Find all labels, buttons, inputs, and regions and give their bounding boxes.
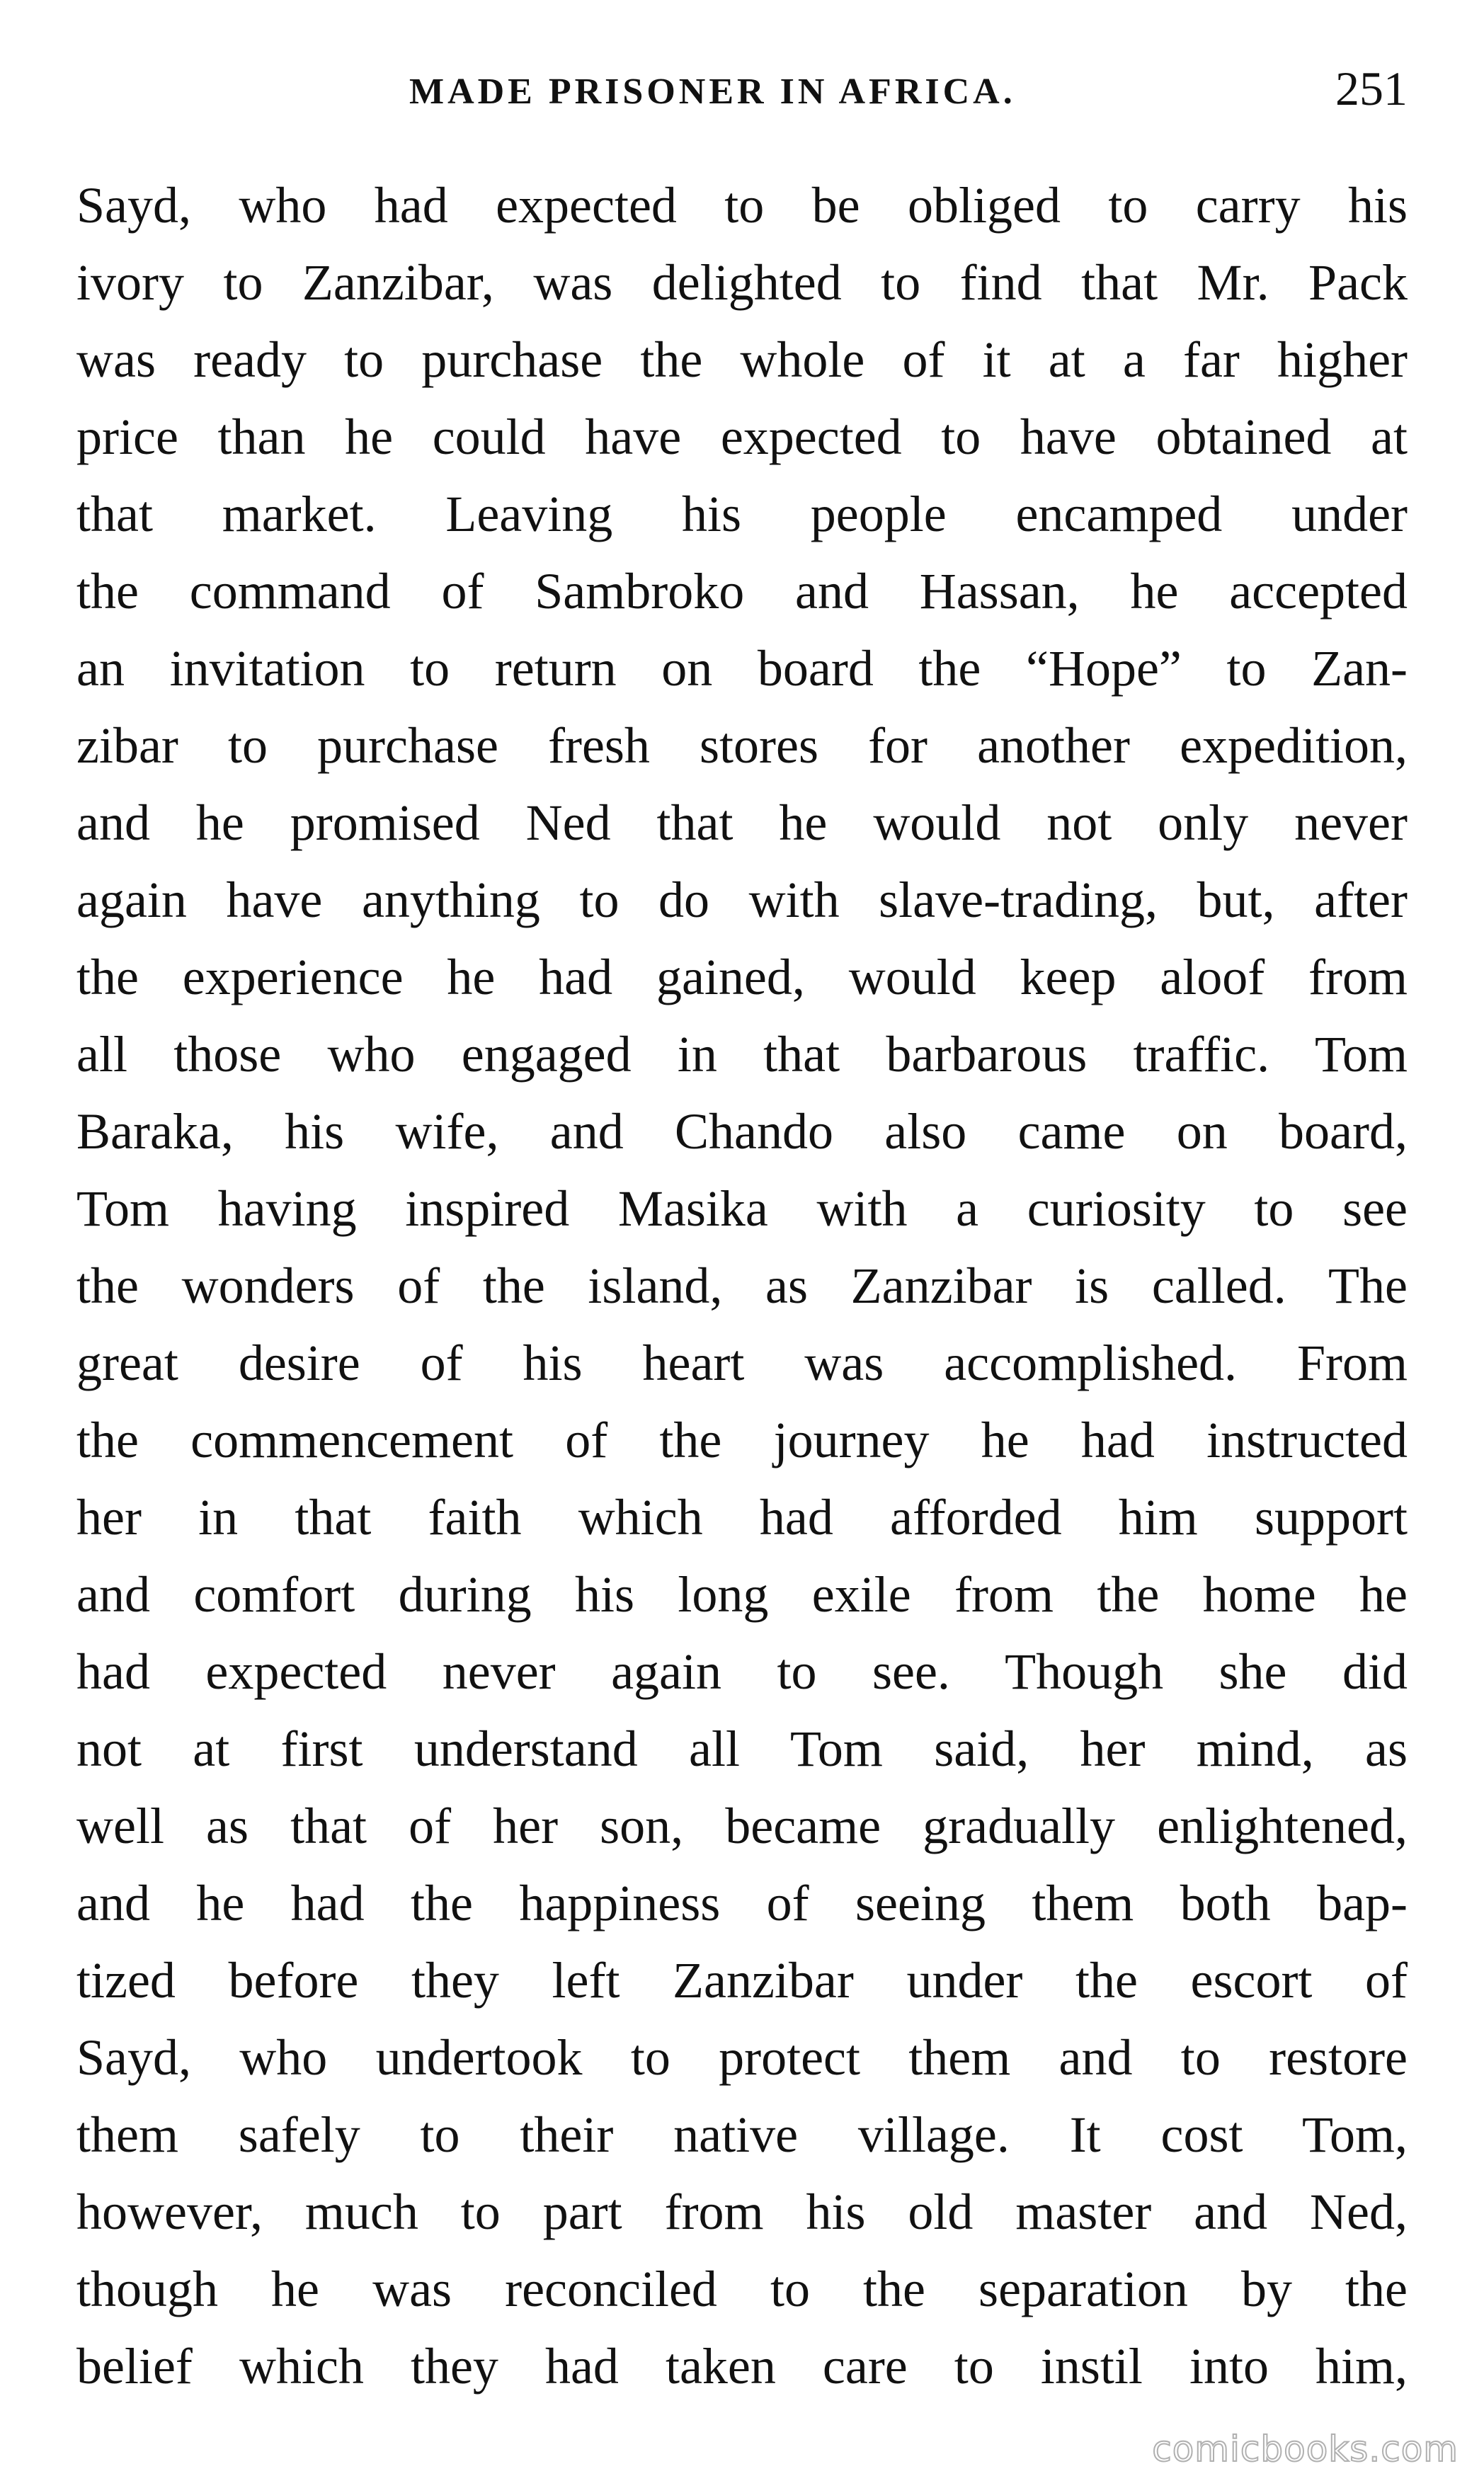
page-number: 251 [1335,62,1408,115]
text-line: well as that of her son, became gradually enlightened, [76,1798,1408,1854]
text-line: ivory to Zanzibar, was delighted to find that Mr. Pack [76,254,1408,311]
text-line: the wonders of the island, as Zanzibar is called. The [76,1257,1408,1314]
text-line: the command of Sambroko and Hassan, he accepted [76,563,1408,620]
text-line: them safely to their native village. It cost Tom, [76,2106,1408,2163]
text-line: and he had the happiness of seeing them both bap- [76,1875,1408,1931]
text-line: however, much to part from his old master and Ned, [76,2184,1408,2240]
text-line: though he was reconciled to the separation by the [76,2261,1408,2317]
text-line: Sayd, who had expected to be obliged to carry his [76,177,1408,234]
text-line: her in that faith which had afforded him support [76,1489,1408,1546]
text-line: had expected never again to see. Though she did [76,1643,1408,1700]
text-line: the experience he had gained, would keep aloof from [76,949,1408,1005]
watermark: comicbooks.com [1152,2429,1459,2470]
text-line: and he promised Ned that he would not only never [76,794,1408,851]
text-line: again have anything to do with slave-trading, but, after [76,872,1408,928]
text-line: all those who engaged in that barbarous traffic. Tom [76,1026,1408,1083]
text-line: price than he could have expected to have obtained at [76,409,1408,465]
text-line: not at first understand all Tom said, her mind, as [76,1721,1408,1777]
text-line: Sayd, who undertook to protect them and to restore [76,2029,1408,2086]
running-head [76,61,1408,125]
text-line: was ready to purchase the whole of it at a far higher [76,331,1408,388]
text-line: zibar to purchase fresh stores for another expedition, [76,717,1408,774]
body-text [76,167,1408,2405]
text-line: tized before they left Zanzibar under the escort of [76,1952,1408,2009]
text-line: that market. Leaving his people encamped under [76,486,1408,542]
text-line: the commencement of the journey he had instructed [76,1412,1408,1468]
text-line: Baraka, his wife, and Chando also came on board, [76,1103,1408,1160]
text-line: an invitation to return on board the “Hope” to Zan- [76,640,1408,697]
running-title: MADE PRISONER IN AFRICA. [409,72,1016,112]
text-line: belief which they had taken care to instil into him, [76,2338,1408,2395]
text-line: great desire of his heart was accomplished. From [76,1335,1408,1391]
text-line: Tom having inspired Masika with a curiosity to see [76,1180,1408,1237]
text-line: and comfort during his long exile from the home he [76,1566,1408,1623]
